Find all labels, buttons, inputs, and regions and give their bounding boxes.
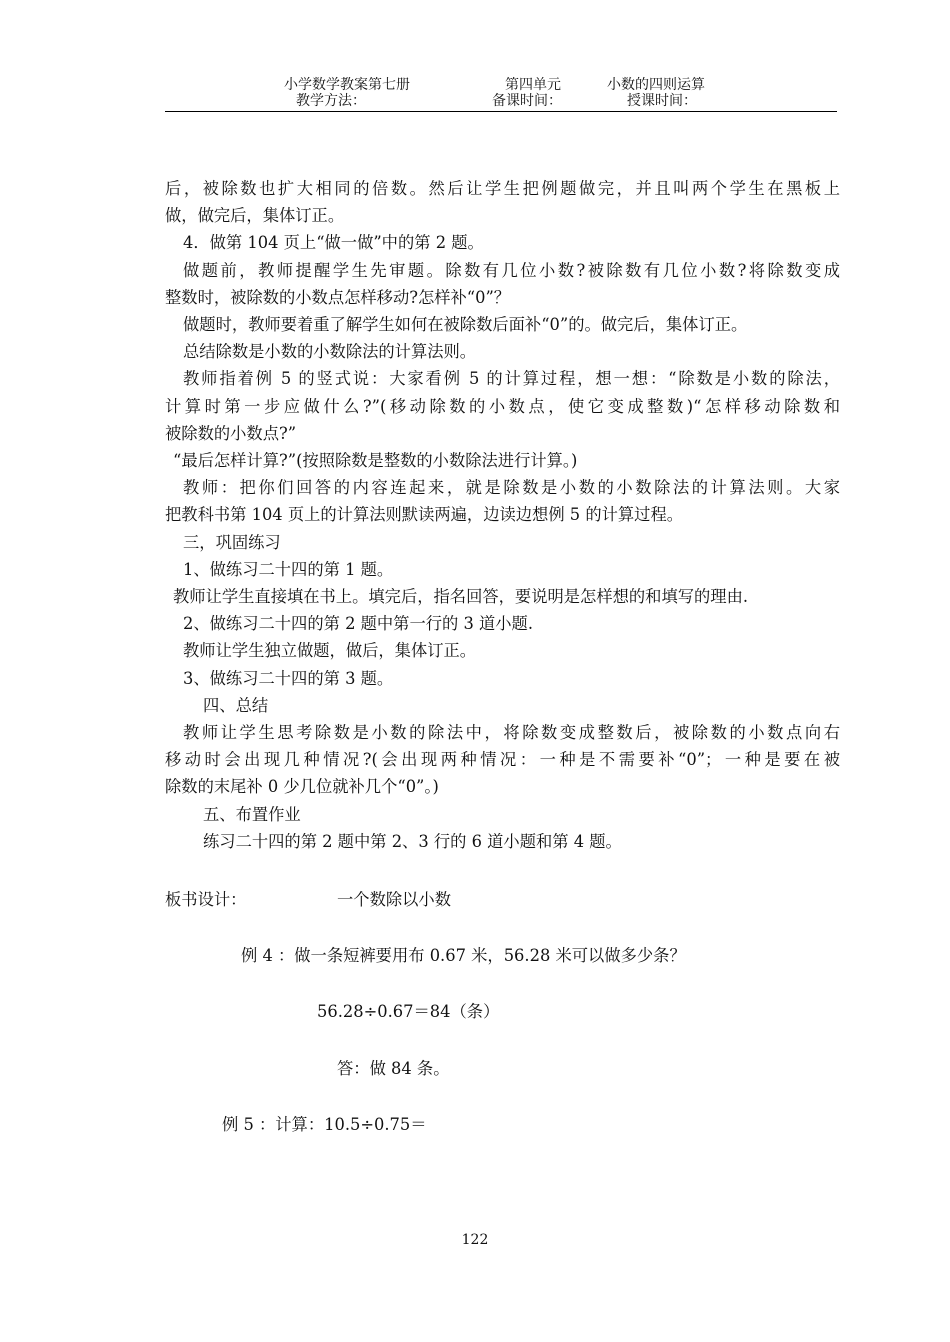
paragraph-line: 做题前，教师提醒学生先审题。除数有几位小数?被除数有几位小数?将除数变成 <box>183 260 840 280</box>
paragraph-line: 整数时，被除数的小数点怎样移动?怎样补“0”？ <box>165 287 511 307</box>
paragraph-line: 3、做练习二十四的第 3 题。 <box>183 668 394 688</box>
paragraph-line: 练习二十四的第 2 题中第 2、3 行的 6 道小题和第 4 题。 <box>203 831 622 851</box>
board-answer: 答：做 84 条。 <box>337 1059 450 1078</box>
section-heading: 三，巩固练习 <box>183 532 281 552</box>
board-design-title: 一个数除以小数 <box>337 890 451 909</box>
paragraph-line: 把教科书第 104 页上的计算法则默读两遍，边读边想例 5 的计算过程。 <box>165 505 684 525</box>
paragraph-line: 教师：把你们回答的内容连起来，就是除数是小数的小数除法的计算法则。大家 <box>183 478 840 498</box>
lesson-body <box>165 175 840 855</box>
header-book-title: 小学数学教案第七册 <box>284 77 410 93</box>
section-heading: 五、布置作业 <box>203 804 301 824</box>
paragraph-line: 4．做第 104 页上“做一做”中的第 2 题。 <box>183 233 484 253</box>
header-unit: 第四单元 <box>505 77 561 93</box>
board-design-label: 板书设计： <box>165 890 247 909</box>
section-heading: 四、总结 <box>203 695 269 715</box>
paragraph-line: 被除数的小数点?” <box>165 423 297 443</box>
header-teaching-method: 教学方法： <box>296 93 366 109</box>
paragraph-line: 教师指着例 5 的竖式说：大家看例 5 的计算过程，想一想：“除数是小数的除法， <box>183 369 840 389</box>
paragraph-line: 做，做完后，集体订正。 <box>165 206 345 226</box>
paragraph-line: “最后怎样计算?”(按照除数是整数的小数除法进行计算。) <box>173 451 578 471</box>
board-example-5: 例 5 ：计算：10.5÷0.75＝ <box>222 1115 427 1134</box>
paragraph-line: 移动时会出现几种情况?(会出现两种情况：一种是不需要补“0”；一种是要在被 <box>165 750 840 770</box>
paragraph-line: 除数的末尾补 0 少几位就补几个“0”。) <box>165 777 439 797</box>
header-topic: 小数的四则运算 <box>607 77 705 93</box>
page-number: 122 <box>461 1232 489 1248</box>
paragraph-line: 计算时第一步应做什么?”(移动除数的小数点，使它变成整数)“怎样移动除数和 <box>165 396 840 416</box>
paragraph-line: 后，被除数也扩大相同的倍数。然后让学生把例题做完，并且叫两个学生在黑板上 <box>165 179 840 198</box>
paragraph-line: 1、做练习二十四的第 1 题。 <box>183 559 394 579</box>
header-prep-time: 备课时间： <box>492 93 562 109</box>
paragraph-line: 总结除数是小数的小数除法的计算法则。 <box>183 342 477 362</box>
header-divider <box>165 111 837 112</box>
header-teach-time: 授课时间： <box>627 93 697 109</box>
board-example-4: 例 4 ：做一条短裤要用布 0.67 米，56.28 米可以做多少条？ <box>241 946 686 965</box>
paragraph-line: 做题时，教师要着重了解学生如何在被除数后面补“0”的。做完后，集体订正。 <box>183 315 748 335</box>
paragraph-line: 教师让学生独立做题，做后，集体订正。 <box>183 641 477 661</box>
paragraph-line: 教师让学生直接填在书上。填完后，指名回答，要说明是怎样想的和填写的理由. <box>173 587 749 607</box>
paragraph-line: 教师让学生思考除数是小数的除法中，将除数变成整数后，被除数的小数点向右 <box>183 723 840 743</box>
board-equation: 56.28÷0.67＝84（条） <box>317 1002 500 1021</box>
paragraph-line: 2、做练习二十四的第 2 题中第一行的 3 道小题. <box>183 614 534 634</box>
